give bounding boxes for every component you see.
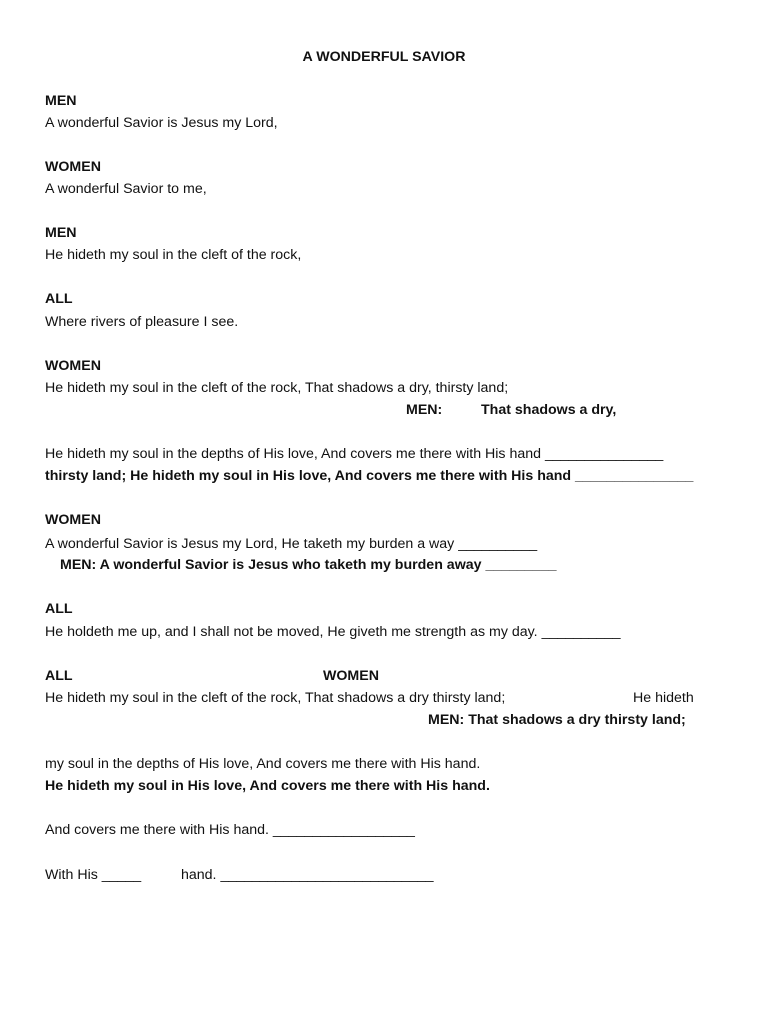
lyric-line: A wonderful Savior to me, [45, 181, 207, 197]
men-response-line: MEN: A wonderful Savior is Jesus who taketh my burden away _________ [60, 557, 557, 573]
lyric-line: He hideth my soul in the cleft of the rock, [45, 247, 302, 263]
lyric-line: hand. ___________________________ [181, 867, 434, 883]
men-response-line: MEN: That shadows a dry thirsty land; [428, 712, 686, 728]
lyric-line: He hideth [633, 690, 694, 706]
lyric-line: And covers me there with His hand. __________________ [45, 822, 415, 838]
part-label-women: WOMEN [323, 668, 379, 684]
part-label-women: WOMEN [45, 358, 101, 374]
men-response-line: That shadows a dry, [481, 402, 617, 418]
lyric-line: Where rivers of pleasure I see. [45, 314, 239, 330]
document-title: A WONDERFUL SAVIOR [302, 49, 466, 65]
lyric-line: With His _____ [45, 867, 142, 883]
part-label-all: ALL [45, 668, 73, 684]
part-label-women: WOMEN [45, 159, 101, 175]
lyric-line: A wonderful Savior is Jesus my Lord, [45, 115, 278, 131]
lyric-line: He holdeth me up, and I shall not be moved, He giveth me strength as my day. __________ [45, 624, 621, 640]
lyric-line: He hideth my soul in the depths of His love, And covers me there with His hand _______________ [45, 446, 664, 462]
part-label-men: MEN [45, 93, 77, 109]
men-response-line: He hideth my soul in His love, And covers me there with His hand. [45, 778, 490, 794]
lyric-line: my soul in the depths of His love, And covers me there with His hand. [45, 756, 481, 772]
lyric-line: A wonderful Savior is Jesus my Lord, He taketh my burden a way __________ [45, 536, 538, 552]
lyric-line: He hideth my soul in the cleft of the rock, That shadows a dry, thirsty land; [45, 380, 509, 396]
part-label-women: WOMEN [45, 512, 101, 528]
men-response-line: thirsty land; He hideth my soul in His love, And covers me there with His hand _______________ [45, 468, 694, 484]
lyric-line: He hideth my soul in the cleft of the rock, That shadows a dry thirsty land; [45, 690, 506, 706]
part-label-all: ALL [45, 291, 73, 307]
part-label-all: ALL [45, 601, 73, 617]
part-label-men: MEN: [406, 402, 443, 418]
part-label-men: MEN [45, 225, 77, 241]
